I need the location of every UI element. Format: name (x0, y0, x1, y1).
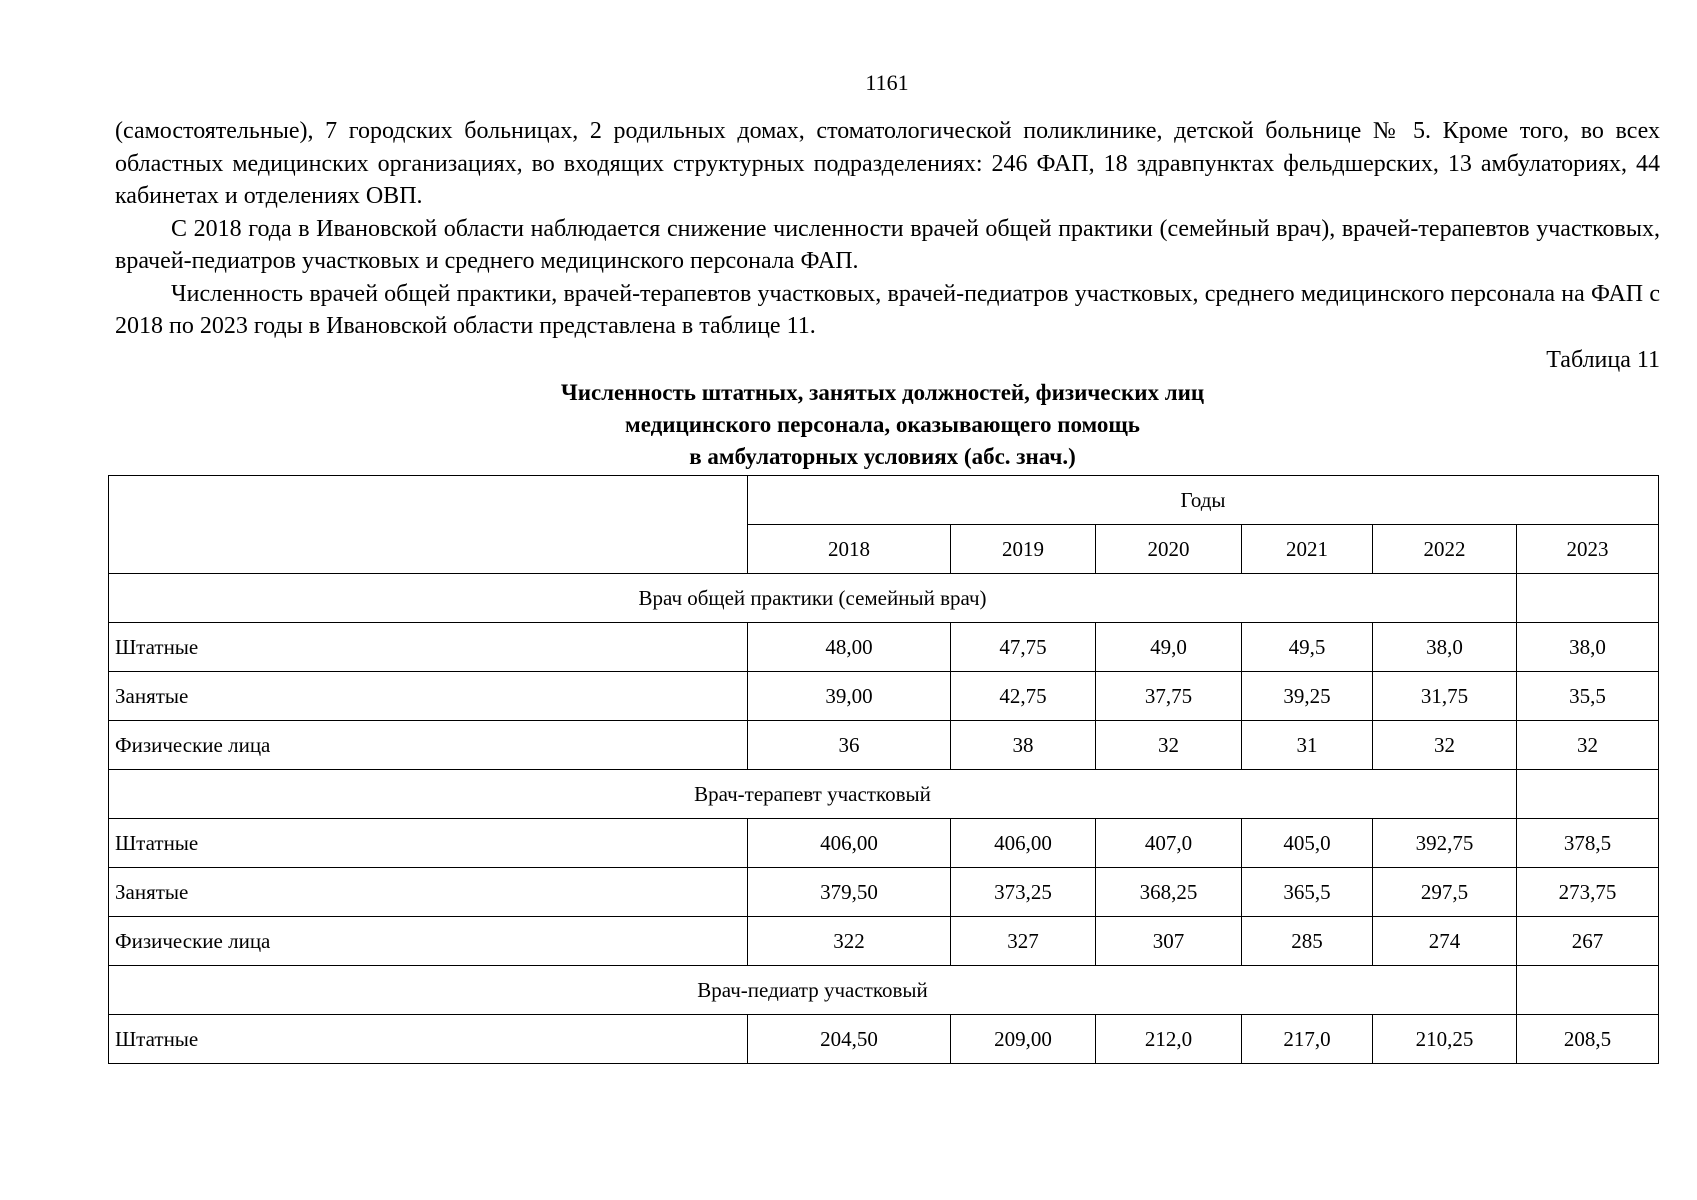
value-cell: 407,0 (1096, 819, 1242, 868)
page-number: 1161 (865, 70, 909, 95)
value-cell: 307 (1096, 917, 1242, 966)
header-row (109, 476, 1659, 525)
value-cell: 267 (1517, 917, 1659, 966)
value-cell: 31 (1242, 721, 1373, 770)
row-label: Физические лица (109, 917, 748, 966)
section-row (109, 770, 1659, 819)
table-row (109, 672, 1659, 721)
value-cell: 42,75 (951, 672, 1096, 721)
body-text (115, 115, 1660, 343)
value-cell: 39,25 (1242, 672, 1373, 721)
table-row (109, 868, 1659, 917)
value-cell: 368,25 (1096, 868, 1242, 917)
value-cell: 37,75 (1096, 672, 1242, 721)
value-cell: 48,00 (748, 623, 951, 672)
value-cell: 373,25 (951, 868, 1096, 917)
row-label: Штатные (109, 1015, 748, 1064)
header-corner-cell (109, 476, 748, 574)
value-cell: 38,0 (1517, 623, 1659, 672)
value-cell: 322 (748, 917, 951, 966)
staffing-table (108, 475, 1659, 1064)
year-header: 2019 (951, 525, 1096, 574)
value-cell: 274 (1373, 917, 1517, 966)
value-cell: 47,75 (951, 623, 1096, 672)
year-header: 2018 (748, 525, 951, 574)
table-row (109, 623, 1659, 672)
value-cell: 365,5 (1242, 868, 1373, 917)
table-row (109, 917, 1659, 966)
row-label: Штатные (109, 623, 748, 672)
empty-cell (1517, 966, 1659, 1015)
value-cell: 209,00 (951, 1015, 1096, 1064)
section-title: Врач-педиатр участковый (109, 966, 1517, 1015)
value-cell: 378,5 (1517, 819, 1659, 868)
table-title-line: Численность штатных, занятых должностей, физических лиц (560, 380, 1205, 405)
value-cell: 204,50 (748, 1015, 951, 1064)
year-header: 2023 (1517, 525, 1659, 574)
table-row (109, 721, 1659, 770)
value-cell: 32 (1517, 721, 1659, 770)
value-cell: 212,0 (1096, 1015, 1242, 1064)
table-label: Таблица 11 (1546, 347, 1660, 373)
value-cell: 217,0 (1242, 1015, 1373, 1064)
value-cell: 405,0 (1242, 819, 1373, 868)
empty-cell (1517, 574, 1659, 623)
value-cell: 36 (748, 721, 951, 770)
year-header: 2022 (1373, 525, 1517, 574)
paragraph: Численность врачей общей практики, врачей-терапевтов участковых, врачей-педиатров участковых, среднего медицинского персонала на ФАП с 2018 по 2023 годы в Ивановской области представлена в таблице 11. (115, 280, 1660, 339)
paragraph: (самостоятельные), 7 городских больницах, 2 родильных домах, стоматологической поликлинике, детской больнице № 5. Кроме того, во всех областных медицинских организациях, во входящих структурных подразделениях: 246 ФАП, 18 здравпунктах фельдшерских, 13 амбулаториях, 44 кабинетах и отделениях ОВП. (115, 118, 1660, 209)
table-title-line: медицинского персонала, оказывающего помощь (625, 412, 1140, 437)
value-cell: 49,0 (1096, 623, 1242, 672)
value-cell: 49,5 (1242, 623, 1373, 672)
years-group-header: Годы (748, 476, 1659, 525)
value-cell: 38 (951, 721, 1096, 770)
value-cell: 38,0 (1373, 623, 1517, 672)
row-label: Занятые (109, 868, 748, 917)
value-cell: 406,00 (951, 819, 1096, 868)
paragraph: С 2018 года в Ивановской области наблюдается снижение численности врачей общей практики (семейный врач), врачей-терапевтов участковых, врачей-педиатров участковых и среднего медицинского персонала ФАП. (115, 215, 1660, 274)
section-title: Врач общей практики (семейный врач) (109, 574, 1517, 623)
value-cell: 35,5 (1517, 672, 1659, 721)
row-label: Физические лица (109, 721, 748, 770)
value-cell: 208,5 (1517, 1015, 1659, 1064)
year-header: 2020 (1096, 525, 1242, 574)
value-cell: 392,75 (1373, 819, 1517, 868)
value-cell: 39,00 (748, 672, 951, 721)
value-cell: 297,5 (1373, 868, 1517, 917)
table-title-line: в амбулаторных условиях (абс. знач.) (689, 444, 1076, 469)
value-cell: 210,25 (1373, 1015, 1517, 1064)
value-cell: 327 (951, 917, 1096, 966)
empty-cell (1517, 770, 1659, 819)
value-cell: 379,50 (748, 868, 951, 917)
value-cell: 32 (1373, 721, 1517, 770)
section-row (109, 574, 1659, 623)
table-row (109, 1015, 1659, 1064)
row-label: Занятые (109, 672, 748, 721)
value-cell: 273,75 (1517, 868, 1659, 917)
value-cell: 31,75 (1373, 672, 1517, 721)
row-label: Штатные (109, 819, 748, 868)
section-title: Врач-терапевт участковый (109, 770, 1517, 819)
value-cell: 32 (1096, 721, 1242, 770)
value-cell: 285 (1242, 917, 1373, 966)
value-cell: 406,00 (748, 819, 951, 868)
year-header: 2021 (1242, 525, 1373, 574)
table-row (109, 819, 1659, 868)
table-title (109, 377, 1656, 473)
section-row (109, 966, 1659, 1015)
